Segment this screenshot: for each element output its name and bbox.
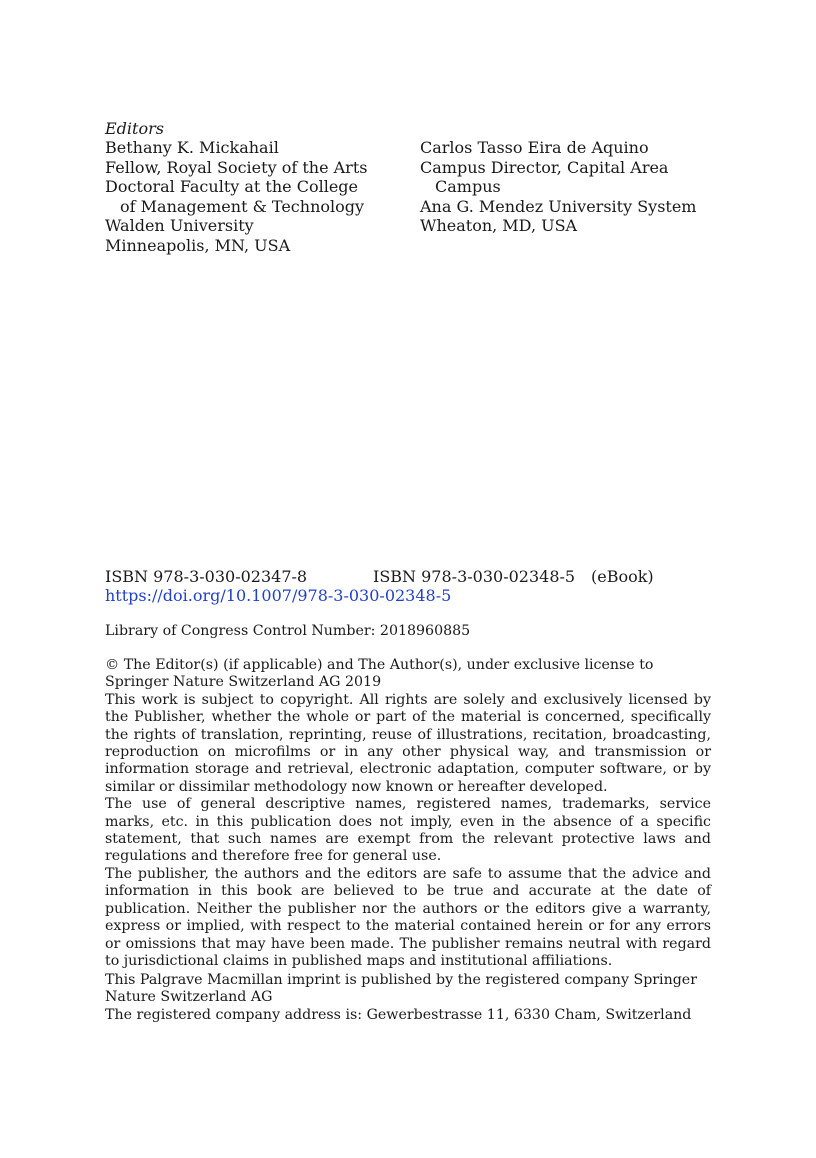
names-paragraph: The use of general descriptive names, registered names, trademarks, service marks, etc. in this publication does not imply, even in the absence of a specific statement, that such names are exempt from the relevant protective laws and regulations and therefore free for general use. bbox=[105, 796, 711, 865]
advice-paragraph: The publisher, the authors and the editors are safe to assume that the advice and information in this book are believed to be true and accurate at the date of publication. Neither the publisher nor the authors or the editors give a warranty, express or implied, with respect to the material contained herein or for any errors or omissions that may have been made. The publisher remains neutral with regard to jurisdictional claims in published maps and institutional affiliations. bbox=[105, 865, 711, 969]
editor-left-line: Minneapolis, MN, USA bbox=[105, 235, 291, 255]
editor-right-block bbox=[420, 138, 696, 236]
editor-left-line: Fellow, Royal Society of the Arts bbox=[105, 157, 368, 177]
editors-label: Editors bbox=[105, 119, 164, 138]
ebook-label: (eBook) bbox=[591, 567, 654, 586]
editor-left-name: Bethany K. Mickahail bbox=[105, 138, 279, 157]
editor-left-block bbox=[105, 138, 367, 255]
isbn-ebook: ISBN 978-3-030-02348-5 bbox=[373, 567, 576, 586]
lccn-line: Library of Congress Control Number: 2018960885 bbox=[105, 623, 471, 639]
editor-left-line: Doctoral Faculty at the College bbox=[105, 177, 358, 196]
doi-link[interactable]: https://doi.org/10.1007/978-3-030-02348-5 bbox=[105, 586, 452, 605]
editor-right-line: Campus bbox=[435, 177, 501, 196]
copyright-paragraph: This work is subject to copyright. All rights are solely and exclusively licensed by the Publisher, whether the whole or part of the material is concerned, specifically the rights of translation, reprinting, reuse of illustrations, recitation, broadcasting, reproduction on microfilms or in any other physical way, and transmission or information storage and retrieval, electronic adaptation, computer software, or by similar or dissimilar methodology now known or hereafter developed. bbox=[105, 691, 711, 795]
imprint-line: This Palgrave Macmillan imprint is published by the registered company Springer Nature Switzerland AG bbox=[105, 972, 697, 1006]
editor-right-line: Ana G. Mendez University System bbox=[420, 196, 697, 216]
copyright-block bbox=[105, 657, 711, 970]
editor-right-line: Wheaton, MD, USA bbox=[420, 216, 578, 235]
isbn-print: ISBN 978-3-030-02347-8 bbox=[105, 567, 308, 586]
imprint-block bbox=[105, 972, 711, 1024]
editor-right-name: Carlos Tasso Eira de Aquino bbox=[420, 138, 649, 157]
editor-left-line: of Management & Technology bbox=[120, 196, 365, 216]
address-line: The registered company address is: Gewerbestrasse 11, 6330 Cham, Switzerland bbox=[105, 1006, 692, 1023]
editor-right-line: Campus Director, Capital Area bbox=[420, 157, 669, 177]
editor-left-line: Walden University bbox=[105, 216, 254, 235]
copyright-line: © The Editor(s) (if applicable) and The Author(s), under exclusive license to Springer Nature Switzerland AG 2019 bbox=[105, 657, 654, 691]
